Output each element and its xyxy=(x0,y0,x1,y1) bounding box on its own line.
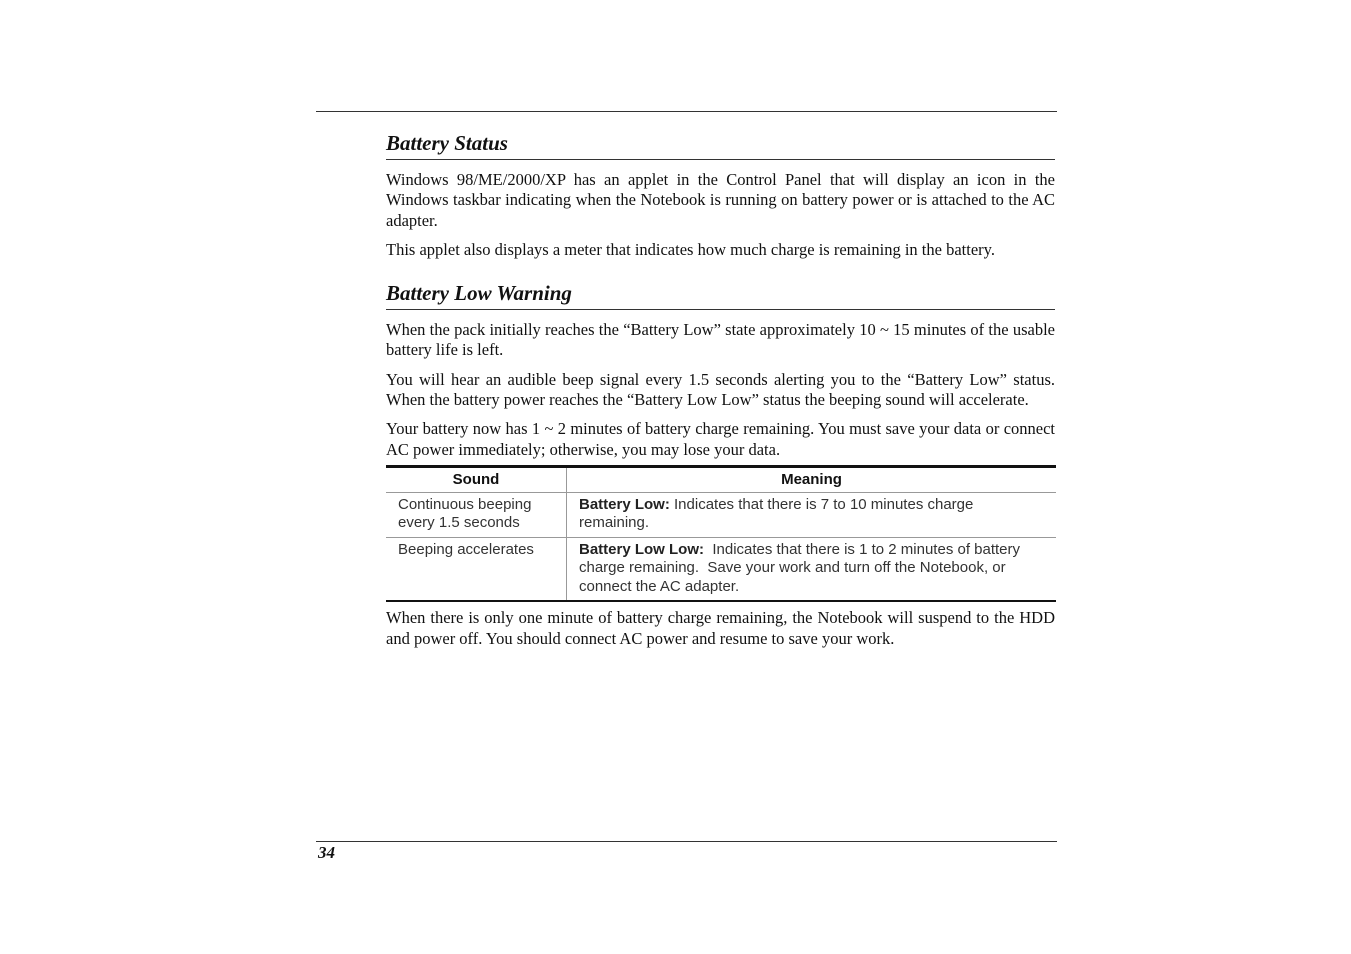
page-content xyxy=(386,130,1055,649)
closing-paragraph: When there is only one minute of battery charge remaining, the Notebook will suspend to the HDD and power off. You should connect AC power and resume to save your work. xyxy=(386,608,1055,648)
footer-rule xyxy=(316,841,1057,842)
paragraph: Windows 98/ME/2000/XP has an applet in the Control Panel that will display an icon in the Windows taskbar indicating when the Notebook is running on battery power or is attached to the AC adapter. xyxy=(386,170,1055,230)
paragraph: Your battery now has 1 ~ 2 minutes of battery charge remaining. You must save your data or connect AC power immediately; otherwise, you may lose your data. xyxy=(386,419,1055,459)
meaning-text: Indicates that there is 7 to 10 minutes charge remaining. xyxy=(579,495,974,532)
meaning-text: Indicates that there is 1 to 2 minutes of battery charge remaining. Save your work and turn off the Notebook, or connect the AC adapter. xyxy=(579,540,1025,595)
paragraph: You will hear an audible beep signal every 1.5 seconds alerting you to the “Battery Low” status. When the battery power reaches the “Battery Low Low” status the beeping sound will accelerate. xyxy=(386,369,1055,410)
table-row xyxy=(386,537,1056,601)
meaning-term: Battery Low Low: xyxy=(579,540,705,558)
table-cell-meaning xyxy=(567,537,1057,601)
paragraph: When the pack initially reaches the “Battery Low” state approximately 10 ~ 15 minutes of the usable battery life is left. xyxy=(386,320,1055,360)
section-heading-battery-low-warning: Battery Low Warning xyxy=(386,280,1055,310)
table-header-sound: Sound xyxy=(386,466,567,492)
paragraph: This applet also displays a meter that indicates how much charge is remaining in the battery. xyxy=(386,239,995,259)
header-rule xyxy=(316,111,1057,112)
table-cell-sound: Continuous beeping every 1.5 seconds xyxy=(386,492,567,537)
table-row xyxy=(386,492,1056,537)
page-number: 34 xyxy=(318,843,335,862)
battery-warning-table xyxy=(386,465,1056,603)
table-cell-meaning xyxy=(567,492,1057,537)
meaning-term: Battery Low: xyxy=(579,495,670,513)
table-header-row xyxy=(386,466,1056,492)
table-cell-sound: Beeping accelerates xyxy=(386,537,567,601)
table-header-meaning: Meaning xyxy=(567,466,1057,492)
section-heading-battery-status: Battery Status xyxy=(386,130,1055,160)
